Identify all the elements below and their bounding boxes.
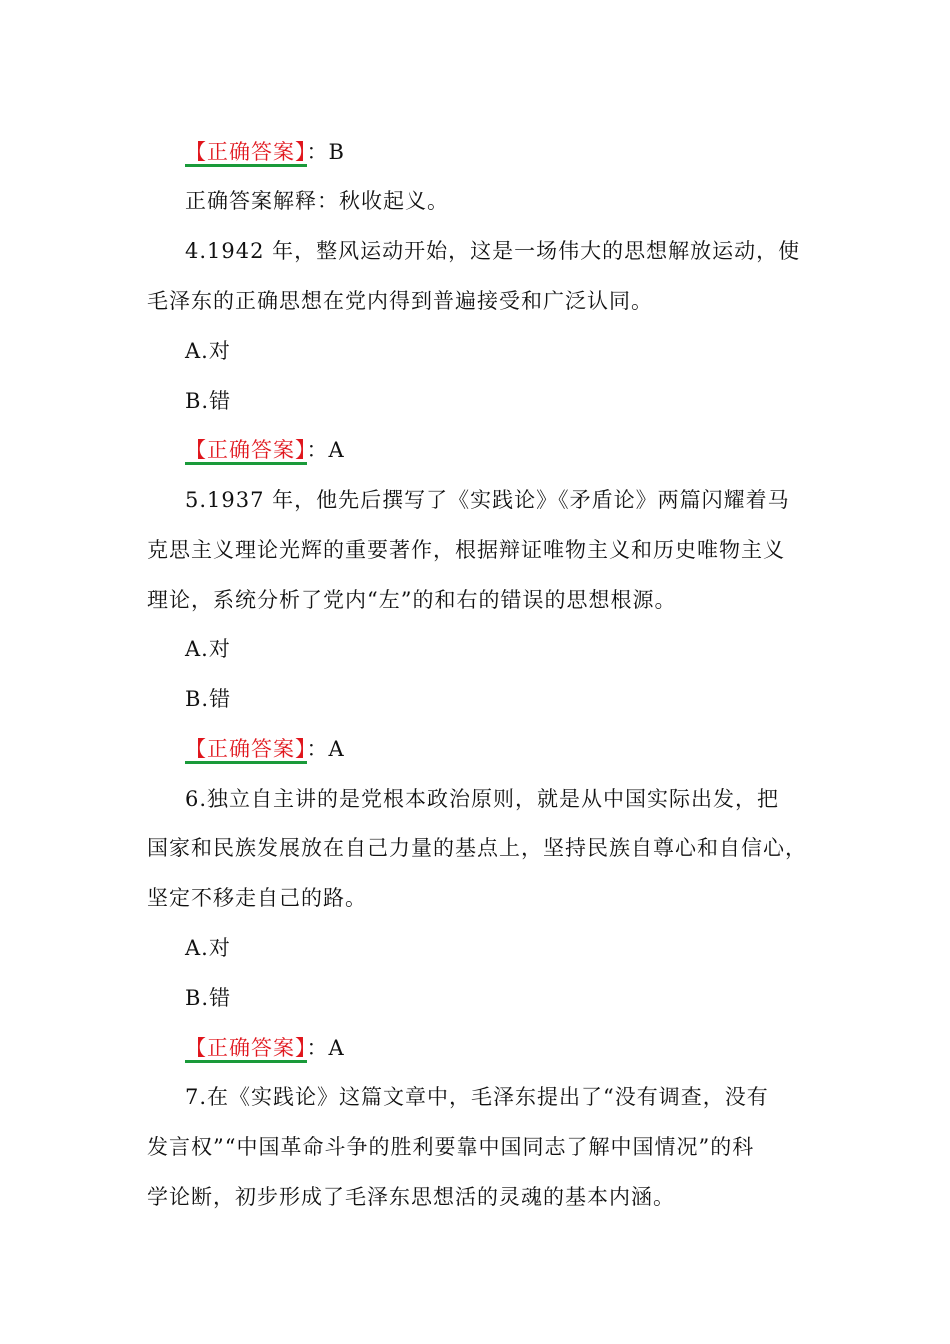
question-4-option-a: A.对 [185, 339, 231, 363]
question-6-option-b: B.错 [185, 986, 232, 1010]
answer-explanation: 正确答案解释：秋收起义。 [185, 189, 449, 213]
question-7-line-1: 7.在《实践论》这篇文章中，毛泽东提出了“没有调查，没有 [185, 1085, 769, 1109]
question-7-line-2: 发言权”“中国革命斗争的胜利要靠中国同志了解中国情况”的科 [147, 1135, 755, 1159]
answer-colon: ： [306, 438, 329, 462]
question-5-line-1: 5.1937 年，他先后撰写了《实践论》《矛盾论》两篇闪耀着马 [185, 488, 790, 512]
question-6-line-2: 国家和民族发展放在自己力量的基点上，坚持民族自尊心和自信心， [147, 836, 807, 860]
answer-tag: 【正确答案】 [185, 1036, 307, 1063]
question-6-line-3: 坚定不移走自己的路。 [147, 886, 367, 910]
answer-tag: 【正确答案】 [185, 438, 307, 465]
answer-line-q4 [185, 435, 345, 465]
answer-value: A [328, 1036, 345, 1060]
question-4-line-2: 毛泽东的正确思想在党内得到普遍接受和广泛认同。 [147, 289, 653, 313]
answer-tag: 【正确答案】 [185, 140, 307, 167]
answer-colon: ： [306, 1036, 329, 1060]
answer-value: B [328, 140, 345, 164]
answer-colon: ： [306, 140, 329, 164]
answer-tag: 【正确答案】 [185, 737, 307, 764]
question-5-line-3: 理论，系统分析了党内“左”的和右的错误的思想根源。 [147, 588, 677, 612]
question-5-line-2: 克思主义理论光辉的重要著作，根据辩证唯物主义和历史唯物主义 [147, 538, 785, 562]
question-4-line-1: 4.1942 年，整风运动开始，这是一场伟大的思想解放运动，使 [185, 239, 801, 263]
question-5-option-a: A.对 [185, 637, 231, 661]
answer-colon: ： [306, 737, 329, 761]
question-6-option-a: A.对 [185, 936, 231, 960]
answer-line-q5 [185, 734, 345, 764]
question-5-option-b: B.错 [185, 687, 232, 711]
question-6-line-1: 6.独立自主讲的是党根本政治原则，就是从中国实际出发，把 [185, 787, 780, 811]
question-4-option-b: B.错 [185, 389, 232, 413]
answer-value: A [328, 438, 345, 462]
answer-line-q6 [185, 1033, 345, 1063]
answer-value: A [328, 737, 345, 761]
question-7-line-3: 学论断，初步形成了毛泽东思想活的灵魂的基本内涵。 [147, 1185, 675, 1209]
answer-line-q3 [185, 137, 345, 167]
